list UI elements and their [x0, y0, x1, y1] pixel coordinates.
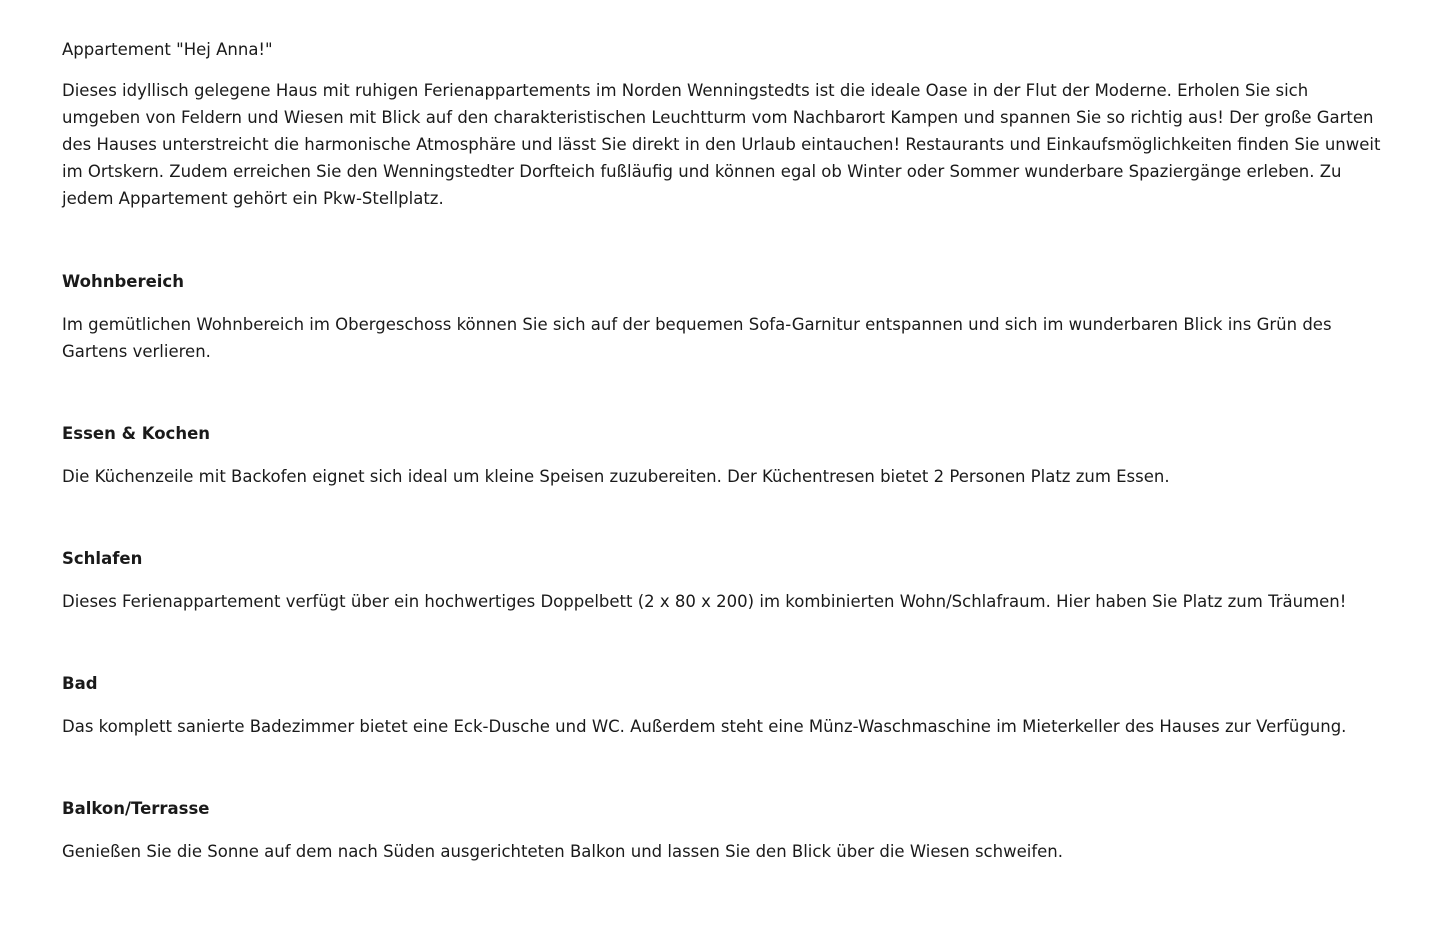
section-paragraph: Die Küchenzeile mit Backofen eignet sich ideal um kleine Speisen zuzubereiten. Der Küchentresen bietet 2 Personen Platz zum Essen.	[62, 467, 1170, 486]
section-paragraph: Dieses Ferienappartement verfügt über ein hochwertiges Doppelbett (2 x 80 x 200) im kombinierten Wohn/Schlafraum. Hier haben Sie Platz zum Träumen!	[62, 592, 1347, 611]
section-paragraph: Das komplett sanierte Badezimmer bietet eine Eck-Dusche und WC. Außerdem steht eine Münz-Waschmaschine im Mieterkeller des Hauses zur Verfügung.	[62, 717, 1347, 736]
section-heading: Schlafen	[62, 549, 143, 568]
intro-paragraph: Dieses idyllisch gelegene Haus mit ruhigen Ferienappartements im Norden Wenningstedts ist die ideale Oase in der Flut der Moderne. Erholen Sie sich umgeben von Feldern und Wiesen mit Blick auf den charakteristischen Leuchtturm vom Nachbarort Kampen und spannen Sie so richtig aus! Der große Garten des Hauses unterstreicht die harmonische Atmosphäre und lässt Sie direkt in den Urlaub eintauchen! Restaurants und Einkaufsmöglichkeiten finden Sie unweit im Ortskern. Zudem erreichen Sie den Wenningstedter Dorfteich fußläufig und können egal ob Winter oder Sommer wunderbare Spaziergänge erleben. Zu jedem Appartement gehört ein Pkw-Stellplatz.	[62, 81, 1381, 208]
section-heading: Wohnbereich	[62, 272, 184, 291]
section-schlafen	[62, 546, 1390, 615]
apartment-title: Appartement "Hej Anna!"	[62, 40, 273, 59]
section-balkon-terrasse	[62, 796, 1390, 865]
section-heading: Bad	[62, 674, 98, 693]
section-bad	[62, 671, 1390, 740]
section-paragraph: Im gemütlichen Wohnbereich im Obergeschoss können Sie sich auf der bequemen Sofa-Garnitur entspannen und sich im wunderbaren Blick ins Grün des Gartens verlieren.	[62, 315, 1332, 361]
section-essen-kochen	[62, 421, 1390, 490]
section-paragraph: Genießen Sie die Sonne auf dem nach Süden ausgerichteten Balkon und lassen Sie den Blick über die Wiesen schweifen.	[62, 842, 1063, 861]
section-heading: Essen & Kochen	[62, 424, 211, 443]
section-heading: Balkon/Terrasse	[62, 799, 210, 818]
section-wohnbereich	[62, 269, 1390, 365]
